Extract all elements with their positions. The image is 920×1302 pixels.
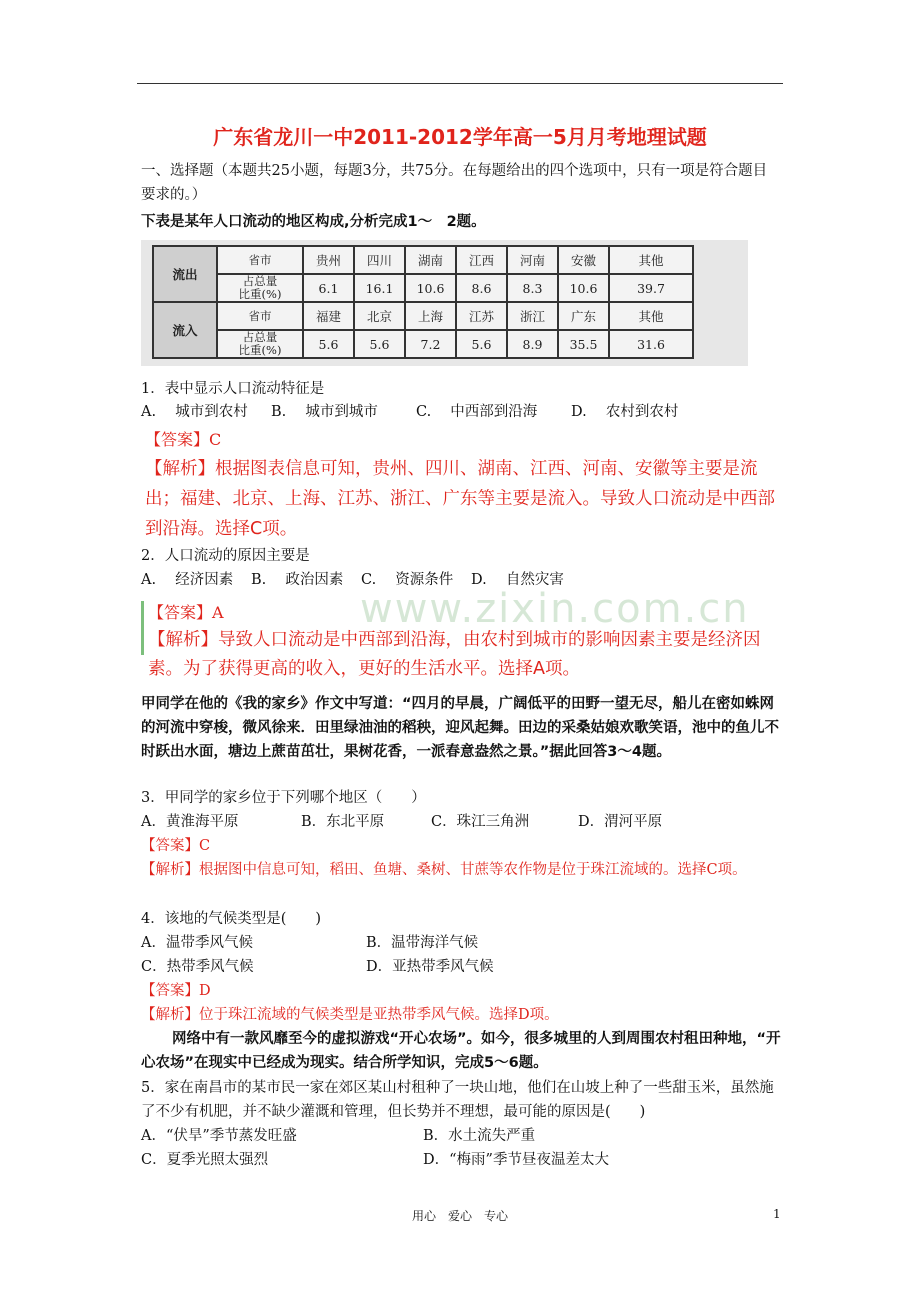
q4-analysis: 【解析】位于珠江流域的气候类型是亚热带季风气候。选择D项。 bbox=[141, 1007, 559, 1023]
option: C. 资源条件 bbox=[361, 572, 454, 588]
q3-stem: 3．甲同学的家乡位于下列哪个地区（ ） bbox=[141, 790, 426, 806]
option: B．温带海洋气候 bbox=[366, 935, 479, 951]
option: C．夏季光照太强烈 bbox=[141, 1152, 269, 1168]
table-cell: 31.6 bbox=[609, 330, 693, 358]
table-cell: 江西 bbox=[456, 246, 507, 274]
option: D．渭河平原 bbox=[578, 814, 663, 830]
q4-options-row1 bbox=[141, 932, 781, 956]
table-cell: 其他 bbox=[609, 302, 693, 330]
table-cell: 39.7 bbox=[609, 274, 693, 302]
table-cell: 福建 bbox=[303, 302, 354, 330]
option: A．“伏旱”季节蒸发旺盛 bbox=[141, 1128, 297, 1144]
table-cell: 5.6 bbox=[303, 330, 354, 358]
inflow-label: 流入 bbox=[153, 302, 217, 358]
option: C. 中西部到沿海 bbox=[416, 404, 538, 420]
page-number: 1 bbox=[773, 1207, 781, 1221]
q1-options bbox=[141, 401, 781, 425]
table-cell: 5.6 bbox=[456, 330, 507, 358]
table-cell: 10.6 bbox=[558, 274, 609, 302]
table-row bbox=[153, 246, 693, 274]
population-table-image bbox=[141, 240, 748, 366]
table-cell: 6.1 bbox=[303, 274, 354, 302]
q1-answer: 【答案】C bbox=[145, 430, 222, 449]
option: B．水土流失严重 bbox=[423, 1128, 536, 1144]
table-cell: 广东 bbox=[558, 302, 609, 330]
table-cell: 8.3 bbox=[507, 274, 558, 302]
table-cell: 河南 bbox=[507, 246, 558, 274]
q4-options-row2 bbox=[141, 956, 781, 980]
province-header: 省市 bbox=[217, 246, 303, 274]
ratio-header: 占总量 比重(%) bbox=[217, 330, 303, 358]
table-cell: 北京 bbox=[354, 302, 405, 330]
table-cell: 5.6 bbox=[354, 330, 405, 358]
table-cell: 16.1 bbox=[354, 274, 405, 302]
option: D．“梅雨”季节昼夜温差太大 bbox=[423, 1152, 609, 1168]
q5-options-row1 bbox=[141, 1125, 781, 1149]
watermark: www.zixin.com.cn bbox=[360, 586, 750, 632]
option: B. 政治因素 bbox=[251, 572, 344, 588]
answer-marker bbox=[141, 601, 144, 655]
q2-answer: 【答案】A bbox=[148, 603, 224, 622]
intro-q5-6: 网络中有一款风靡至今的虚拟游戏“开心农场”。如今，很多城里的人到周围农村租田种地，“开心农场”在现实中已经成为现实。结合所学知识，完成5～6题。 bbox=[141, 1031, 781, 1071]
header-rule bbox=[137, 83, 783, 84]
option: D．亚热带季风气候 bbox=[366, 959, 494, 975]
option: C．珠江三角洲 bbox=[431, 814, 530, 830]
page-footer: 用心 爱心 专心 bbox=[411, 1209, 508, 1223]
population-table bbox=[152, 245, 694, 359]
table-cell: 贵州 bbox=[303, 246, 354, 274]
option: C．热带季风气候 bbox=[141, 959, 254, 975]
q5-options-row2 bbox=[141, 1149, 781, 1173]
ratio-header: 占总量 比重(%) bbox=[217, 274, 303, 302]
q3-answer: 【答案】C bbox=[141, 838, 211, 854]
q1-stem: 1．表中显示人口流动特征是 bbox=[141, 381, 325, 397]
option: A. 城市到农村 bbox=[141, 404, 248, 420]
section-heading: 一、选择题（本题共25小题，每题3分，共75分。在每题给出的四个选项中，只有一项是符合题目要求的。） bbox=[141, 163, 768, 203]
table-cell: 35.5 bbox=[558, 330, 609, 358]
table-cell: 江苏 bbox=[456, 302, 507, 330]
table-cell: 湖南 bbox=[405, 246, 456, 274]
table-cell: 7.2 bbox=[405, 330, 456, 358]
q4-stem: 4．该地的气候类型是( ) bbox=[141, 911, 322, 927]
intro-q3-4: 甲同学在他的《我的家乡》作文中写道：“四月的早晨，广阔低平的田野一望无尽，船儿在密如蛛网的河流中穿梭，微风徐来．田里绿油油的稻秧，迎风起舞。田边的采桑姑娘欢歌笑语，池中的鱼儿不时跃出水面，塘边上蔗苗茁壮，果树花香，一派春意盎然之景。”据此回答3～4题。 bbox=[141, 696, 779, 760]
q2-stem: 2．人口流动的原因主要是 bbox=[141, 548, 310, 564]
table-cell: 上海 bbox=[405, 302, 456, 330]
table-cell: 浙江 bbox=[507, 302, 558, 330]
table-row bbox=[153, 274, 693, 302]
outflow-label: 流出 bbox=[153, 246, 217, 302]
table-cell: 四川 bbox=[354, 246, 405, 274]
table-cell: 10.6 bbox=[405, 274, 456, 302]
option: A．温带季风气候 bbox=[141, 935, 253, 951]
page-title: 广东省龙川一中2011-2012学年高一5月月考地理试题 bbox=[213, 125, 707, 149]
option: A．黄淮海平原 bbox=[141, 814, 239, 830]
q1-analysis: 【解析】根据图表信息可知，贵州、四川、湖南、江西、河南、安徽等主要是流出；福建、北京、上海、江苏、浙江、广东等主要是流入。导致人口流动是中西部到沿海。选择C项。 bbox=[145, 459, 775, 539]
table-row bbox=[153, 302, 693, 330]
option: B. 城市到城市 bbox=[271, 404, 378, 420]
option: D. 自然灾害 bbox=[471, 572, 564, 588]
q2-analysis: 【解析】导致人口流动是中西部到沿海，由农村到城市的影响因素主要是经济因素。为了获得更高的收入，更好的生活水平。选择A项。 bbox=[148, 630, 761, 679]
q3-analysis: 【解析】根据图中信息可知，稻田、鱼塘、桑树、甘蔗等农作物是位于珠江流域的。选择C项。 bbox=[141, 862, 747, 878]
table-cell: 8.9 bbox=[507, 330, 558, 358]
q4-answer: 【答案】D bbox=[141, 983, 211, 999]
intro-q1-2: 下表是某年人口流动的地区构成,分析完成1～ 2题。 bbox=[141, 214, 486, 230]
table-cell: 其他 bbox=[609, 246, 693, 274]
q5-stem: 5．家在南昌市的某市民一家在郊区某山村租种了一块山地，他们在山坡上种了一些甜玉米，虽然施了不少有机肥，并不缺少灌溉和管理，但长势并不理想，最可能的原因是( ) bbox=[141, 1080, 774, 1120]
q3-options bbox=[141, 811, 781, 835]
option: D. 农村到农村 bbox=[571, 404, 679, 420]
option: B．东北平原 bbox=[301, 814, 385, 830]
table-row bbox=[153, 330, 693, 358]
table-cell: 安徽 bbox=[558, 246, 609, 274]
table-cell: 8.6 bbox=[456, 274, 507, 302]
option: A. 经济因素 bbox=[141, 572, 234, 588]
province-header: 省市 bbox=[217, 302, 303, 330]
